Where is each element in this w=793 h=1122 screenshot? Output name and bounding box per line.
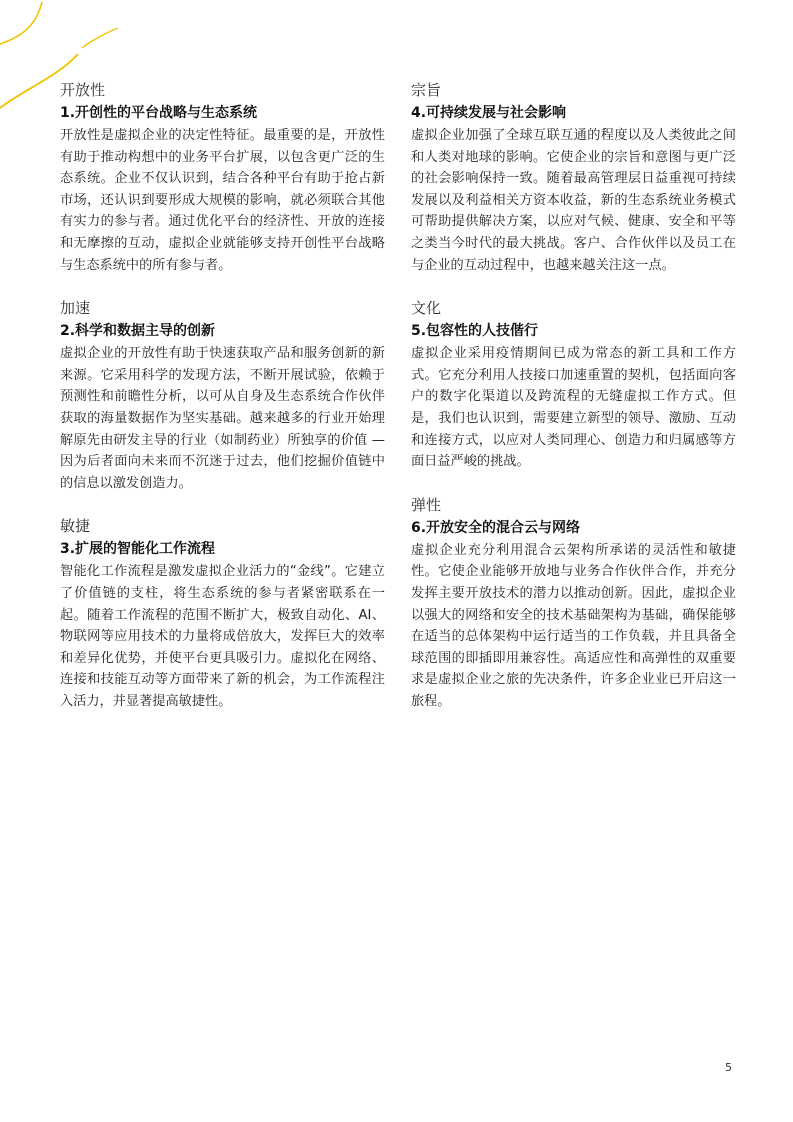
section-acceleration bbox=[60, 298, 385, 494]
section-heading: 3.扩展的智能化工作流程 bbox=[60, 541, 216, 558]
left-column bbox=[60, 80, 385, 734]
section-heading: 2.科学和数据主导的创新 bbox=[60, 323, 216, 340]
section-heading: 1.开创性的平台战略与生态系统 bbox=[60, 105, 258, 121]
section-body: 虚拟企业采用疫情期间已成为常态的新工具和工作方式。它充分利用人技接口加速重置的契机，包括面向客户的数字化渠道以及跨流程的无缝虚拟工作方式。但是，我们也认识到，需要建立新型的领导、激励、互动和连接方式，以应对人类同理心、创造力和归属感等方面日益严峻的挑战。 bbox=[411, 346, 736, 470]
section-resilience bbox=[411, 495, 736, 713]
section-heading: 4.可持续发展与社会影响 bbox=[411, 105, 567, 121]
section-kicker: 文化 bbox=[411, 299, 442, 318]
section-kicker: 加速 bbox=[60, 299, 91, 318]
section-heading: 5.包容性的人技偕行 bbox=[411, 323, 539, 340]
section-kicker: 宗旨 bbox=[411, 81, 442, 99]
section-kicker: 弹性 bbox=[411, 495, 442, 514]
section-body: 虚拟企业的开放性有助于快速获取产品和服务创新的新来源。它采用科学的发现方法，不断开展试验，依赖于预测性和前瞻性分析，以可从自身及生态系统合作伙伴获取的海量数据作为坚实基础。越来越多的行业开始理解原先由研发主导的行业（如制药业）所独享的价值 — 因为后者面向未来而不沉迷于过去，他们挖掘价值链中的信息以激发创造力。 bbox=[60, 346, 385, 491]
section-kicker: 敏捷 bbox=[60, 517, 91, 536]
section-purpose bbox=[411, 80, 736, 276]
section-body: 智能化工作流程是激发虚拟企业活力的“金线”。它建立了价值链的支柱，将生态系统的参与者紧密联系在一起。随着工作流程的范围不断扩大，极致自动化、AI、物联网等应用技术的力量将成倍放大，发挥巨大的效率和差异化优势，并使平台更具吸引力。虚拟化在网络、连接和技能互动等方面带来了新的机会，为工作流程注入活力，并显著提高敏捷性。 bbox=[60, 564, 385, 709]
right-column bbox=[411, 80, 736, 734]
section-agility bbox=[60, 516, 385, 712]
section-culture bbox=[411, 298, 736, 473]
section-body: 虚拟企业充分利用混合云架构所承诺的灵活性和敏捷性。它使企业能够开放地与业务合作伙伴合作，并充分发挥主要开放技术的潜力以推动创新。因此，虚拟企业以强大的网络和安全的技术基础架构为基础，确保能够在适当的总体架构中运行适当的工作负载，并且具备全球范围的即插即用兼容性。高适应性和高弹性的双重要求是虚拟企业之旅的先决条件，许多企业业已开启这一旅程。 bbox=[411, 542, 736, 709]
section-kicker: 开放性 bbox=[60, 81, 106, 99]
section-openness bbox=[60, 80, 385, 276]
section-body: 开放性是虚拟企业的决定性特征。最重要的是，开放性有助于推动构想中的业务平台扩展，以包含更广泛的生态系统。企业不仅认识到，结合各种平台有助于抢占新市场，还认识到要形成大规模的影响，就必须联合其他有实力的参与者。通过优化平台的经济性、开放的连接和无摩擦的互动，虚拟企业就能够支持开创性平台战略与生态系统中的所有参与者。 bbox=[60, 128, 385, 273]
page-number: 5 bbox=[725, 1061, 732, 1074]
section-heading: 6.开放安全的混合云与网络 bbox=[411, 519, 581, 536]
section-body: 虚拟企业加强了全球互联互通的程度以及人类彼此之间和人类对地球的影响。它使企业的宗旨和意图与更广泛的社会影响保持一致。随着最高管理层日益重视可持续发展以及利益相关方资本收益，新的生态系统业务模式可帮助提供解决方案，以应对气候、健康、安全和平等之类当今时代的最大挑战。客户、合作伙伴以及员工在与企业的互动过程中，也越来越关注这一点。 bbox=[411, 128, 736, 273]
